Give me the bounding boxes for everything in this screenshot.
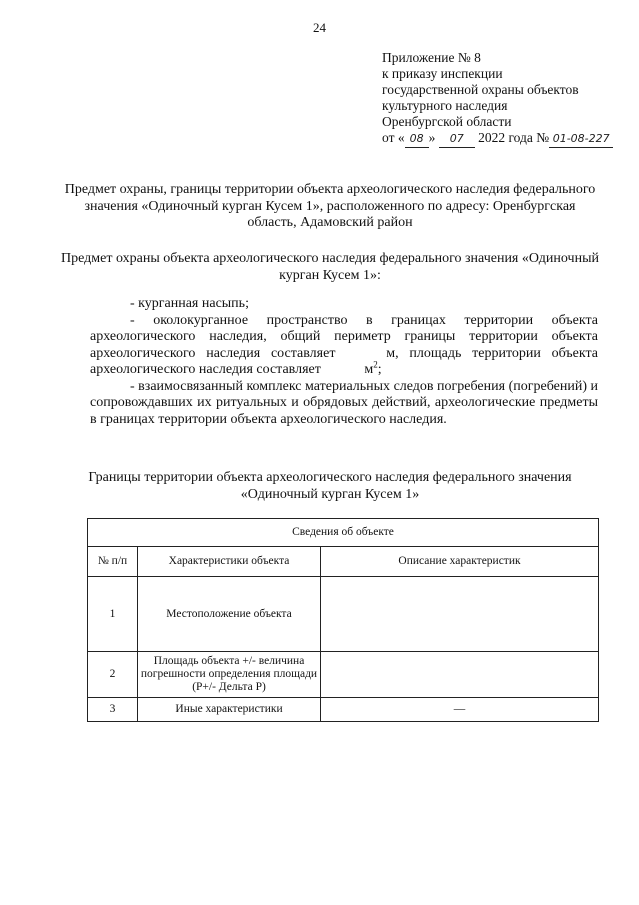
- appendix-block: [382, 50, 627, 148]
- date-year: 2022 года №: [478, 130, 550, 145]
- protection-items: [90, 296, 598, 428]
- appendix-line: к приказу инспекции: [382, 66, 503, 81]
- bounds-heading: Границы территории объекта археологического наследия федерального значения «Одиночный курган Кусем 1»: [88, 470, 572, 502]
- date-mid: »: [428, 130, 436, 145]
- main-heading: Предмет охраны, границы территории объекта археологического наследия федерального значения «Одиночный курган Кусем 1», расположенного по адресу: Оренбургская область, Адамовский район: [64, 182, 596, 230]
- appendix-date-line: [382, 130, 627, 148]
- table-header: № п/п: [88, 547, 138, 577]
- date-day: 08: [405, 131, 429, 148]
- list-item: - курганная насыпь;: [130, 296, 249, 311]
- order-number: 01-08-227: [549, 131, 613, 148]
- item2-text: м, площадь территории объекта археологического наследия составляет: [90, 345, 598, 377]
- appendix-line: Приложение № 8: [382, 50, 481, 65]
- table-cell: —: [321, 698, 599, 722]
- unit-superscript: 2: [373, 359, 378, 370]
- list-item: - взаимосвязанный комплекс материальных следов погребения (погребений) и сопровождавших их ритуальных и обрядовых действий, археологические предметы в границах территории объекта археологического наследия.: [90, 378, 598, 427]
- date-prefix: от «: [382, 130, 405, 145]
- table-row: [88, 577, 599, 652]
- appendix-line: культурного наследия: [382, 98, 508, 113]
- table-cell: 1: [88, 577, 138, 652]
- table-title: Сведения об объекте: [88, 519, 599, 547]
- table-cell: Местоположение объекта: [138, 577, 321, 652]
- appendix-line: государственной охраны объектов: [382, 82, 579, 97]
- item2-text: - околокурганное пространство в границах территории объекта археологического наследия, общий периметр границы территории объекта археологического наследия составляет: [90, 312, 598, 361]
- table-cell: 2: [88, 652, 138, 698]
- appendix-line: Оренбургской области: [382, 114, 512, 129]
- table-cell: 3: [88, 698, 138, 722]
- table-cell: [321, 652, 599, 698]
- list-item: [90, 313, 598, 379]
- table-header: Характеристики объекта: [138, 547, 321, 577]
- table-row: [88, 652, 599, 698]
- table-cell: Иные характеристики: [138, 698, 321, 722]
- table-cell: [321, 577, 599, 652]
- table-row: [88, 698, 599, 722]
- protection-heading: Предмет охраны объекта археологического наследия федерального значения «Одиночный курган Кусем 1»:: [61, 251, 599, 283]
- date-month: 07: [439, 131, 475, 148]
- item2-end: ;: [377, 362, 382, 377]
- object-info-table: [87, 518, 599, 722]
- table-header: Описание характеристик: [321, 547, 599, 577]
- unit: м: [364, 362, 374, 377]
- page-number: 24: [313, 20, 326, 35]
- table-cell: Площадь объекта +/- величина погрешности определения площади (Р+/- Дельта Р): [138, 652, 321, 698]
